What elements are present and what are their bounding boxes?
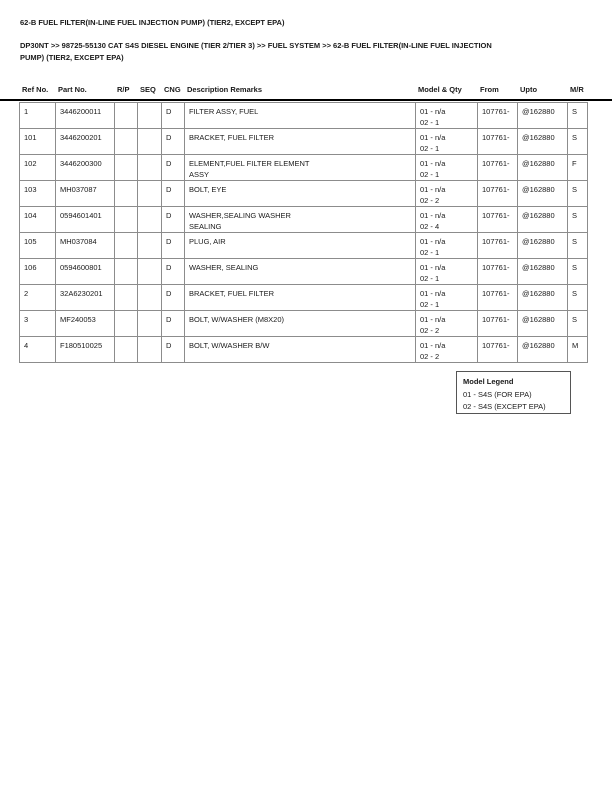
cell-rp bbox=[115, 233, 138, 259]
parts-table-body bbox=[20, 103, 588, 363]
cell-part-no: 0594601401 bbox=[56, 207, 115, 233]
cell-description: FILTER ASSY, FUEL bbox=[185, 103, 416, 129]
cell-from: 107761- bbox=[478, 259, 518, 285]
model-legend-title: Model Legend bbox=[463, 377, 514, 386]
cell-seq bbox=[138, 233, 162, 259]
model-legend-items bbox=[463, 389, 570, 412]
column-header-rp: R/P bbox=[117, 85, 130, 94]
cell-upto: @162880 bbox=[518, 337, 568, 363]
cell-model-qty: 01 - n/a 02 - 2 bbox=[416, 181, 478, 207]
cell-rp bbox=[115, 207, 138, 233]
column-header-part-no: Part No. bbox=[58, 85, 87, 94]
cell-cng: D bbox=[162, 103, 185, 129]
cell-ref-no: 104 bbox=[20, 207, 56, 233]
cell-mr: S bbox=[568, 103, 588, 129]
cell-from: 107761- bbox=[478, 129, 518, 155]
cell-upto: @162880 bbox=[518, 129, 568, 155]
cell-mr: S bbox=[568, 311, 588, 337]
cell-from: 107761- bbox=[478, 155, 518, 181]
cell-seq bbox=[138, 311, 162, 337]
cell-description: BOLT, EYE bbox=[185, 181, 416, 207]
cell-description: WASHER, SEALING bbox=[185, 259, 416, 285]
cell-cng: D bbox=[162, 337, 185, 363]
cell-seq bbox=[138, 285, 162, 311]
cell-model-qty: 01 - n/a 02 - 4 bbox=[416, 207, 478, 233]
breadcrumb-line-1: DP30NT >> 98725-55130 CAT S4S DIESEL ENGINE (TIER 2/TIER 3) >> FUEL SYSTEM >> 62-B FUEL FILTER(IN-LINE FUEL INJECTION bbox=[20, 41, 492, 50]
cell-upto: @162880 bbox=[518, 233, 568, 259]
cell-description: BRACKET, FUEL FILTER bbox=[185, 285, 416, 311]
cell-from: 107761- bbox=[478, 285, 518, 311]
cell-ref-no: 2 bbox=[20, 285, 56, 311]
cell-ref-no: 105 bbox=[20, 233, 56, 259]
cell-from: 107761- bbox=[478, 207, 518, 233]
cell-cng: D bbox=[162, 285, 185, 311]
cell-seq bbox=[138, 207, 162, 233]
cell-rp bbox=[115, 259, 138, 285]
cell-mr: S bbox=[568, 207, 588, 233]
cell-from: 107761- bbox=[478, 233, 518, 259]
cell-upto: @162880 bbox=[518, 311, 568, 337]
table-row bbox=[20, 233, 588, 259]
cell-rp bbox=[115, 285, 138, 311]
cell-mr: S bbox=[568, 285, 588, 311]
model-legend bbox=[456, 371, 571, 414]
column-header-upto: Upto bbox=[520, 85, 538, 94]
table-column-headers bbox=[19, 84, 587, 96]
cell-mr: S bbox=[568, 233, 588, 259]
cell-upto: @162880 bbox=[518, 181, 568, 207]
cell-rp bbox=[115, 129, 138, 155]
cell-description: PLUG, AIR bbox=[185, 233, 416, 259]
cell-part-no: 3446200300 bbox=[56, 155, 115, 181]
cell-cng: D bbox=[162, 181, 185, 207]
cell-upto: @162880 bbox=[518, 207, 568, 233]
cell-cng: D bbox=[162, 129, 185, 155]
legend-item-02: 02 - S4S (EXCEPT EPA) bbox=[463, 401, 546, 411]
cell-mr: S bbox=[568, 181, 588, 207]
cell-seq bbox=[138, 181, 162, 207]
cell-seq bbox=[138, 103, 162, 129]
cell-cng: D bbox=[162, 259, 185, 285]
table-row bbox=[20, 129, 588, 155]
cell-upto: @162880 bbox=[518, 103, 568, 129]
cell-description: ELEMENT,FUEL FILTER ELEMENT ASSY bbox=[185, 155, 416, 181]
breadcrumb bbox=[20, 40, 610, 64]
cell-mr: M bbox=[568, 337, 588, 363]
cell-model-qty: 01 - n/a 02 - 2 bbox=[416, 337, 478, 363]
cell-cng: D bbox=[162, 233, 185, 259]
column-header-cng: CNG bbox=[164, 85, 181, 94]
cell-from: 107761- bbox=[478, 337, 518, 363]
cell-part-no: 0594600801 bbox=[56, 259, 115, 285]
cell-rp bbox=[115, 311, 138, 337]
cell-mr: S bbox=[568, 259, 588, 285]
cell-rp bbox=[115, 337, 138, 363]
cell-rp bbox=[115, 155, 138, 181]
cell-ref-no: 1 bbox=[20, 103, 56, 129]
cell-description: BRACKET, FUEL FILTER bbox=[185, 129, 416, 155]
cell-description: WASHER,SEALING WASHER SEALING bbox=[185, 207, 416, 233]
cell-from: 107761- bbox=[478, 103, 518, 129]
cell-model-qty: 01 - n/a 02 - 1 bbox=[416, 103, 478, 129]
column-header-ref-no: Ref No. bbox=[22, 85, 49, 94]
cell-ref-no: 103 bbox=[20, 181, 56, 207]
cell-part-no: MF240053 bbox=[56, 311, 115, 337]
cell-upto: @162880 bbox=[518, 285, 568, 311]
table-row bbox=[20, 259, 588, 285]
cell-description: BOLT, W/WASHER (M8X20) bbox=[185, 311, 416, 337]
cell-model-qty: 01 - n/a 02 - 1 bbox=[416, 259, 478, 285]
cell-cng: D bbox=[162, 207, 185, 233]
table-row bbox=[20, 207, 588, 233]
column-header-model-qty: Model & Qty bbox=[418, 85, 462, 94]
column-header-seq: SEQ bbox=[140, 85, 156, 94]
column-header-description: Description Remarks bbox=[187, 85, 263, 94]
cell-part-no: F180510025 bbox=[56, 337, 115, 363]
table-row bbox=[20, 103, 588, 129]
column-header-mr: M/R bbox=[570, 85, 584, 94]
cell-seq bbox=[138, 259, 162, 285]
cell-part-no: 32A6230201 bbox=[56, 285, 115, 311]
cell-seq bbox=[138, 129, 162, 155]
table-row bbox=[20, 311, 588, 337]
cell-from: 107761- bbox=[478, 311, 518, 337]
cell-model-qty: 01 - n/a 02 - 1 bbox=[416, 285, 478, 311]
cell-part-no: MH037084 bbox=[56, 233, 115, 259]
cell-upto: @162880 bbox=[518, 155, 568, 181]
cell-model-qty: 01 - n/a 02 - 1 bbox=[416, 233, 478, 259]
cell-ref-no: 3 bbox=[20, 311, 56, 337]
cell-rp bbox=[115, 181, 138, 207]
table-row bbox=[20, 285, 588, 311]
cell-ref-no: 101 bbox=[20, 129, 56, 155]
cell-ref-no: 106 bbox=[20, 259, 56, 285]
cell-mr: S bbox=[568, 129, 588, 155]
header-rule bbox=[0, 99, 612, 101]
cell-mr: F bbox=[568, 155, 588, 181]
cell-description: BOLT, W/WASHER B/W bbox=[185, 337, 416, 363]
cell-ref-no: 102 bbox=[20, 155, 56, 181]
table-row bbox=[20, 155, 588, 181]
cell-ref-no: 4 bbox=[20, 337, 56, 363]
cell-model-qty: 01 - n/a 02 - 1 bbox=[416, 155, 478, 181]
legend-item-01: 01 - S4S (FOR EPA) bbox=[463, 390, 532, 399]
page-title: 62-B FUEL FILTER(IN-LINE FUEL INJECTION PUMP) (TIER2, EXCEPT EPA) bbox=[20, 18, 285, 27]
cell-part-no: 3446200011 bbox=[56, 103, 115, 129]
cell-part-no: MH037087 bbox=[56, 181, 115, 207]
cell-part-no: 3446200201 bbox=[56, 129, 115, 155]
breadcrumb-line-2: PUMP) (TIER2, EXCEPT EPA) bbox=[20, 53, 124, 62]
cell-cng: D bbox=[162, 155, 185, 181]
table-row bbox=[20, 181, 588, 207]
cell-model-qty: 01 - n/a 02 - 1 bbox=[416, 129, 478, 155]
table-row bbox=[20, 337, 588, 363]
cell-seq bbox=[138, 155, 162, 181]
cell-cng: D bbox=[162, 311, 185, 337]
column-header-from: From bbox=[480, 85, 499, 94]
cell-from: 107761- bbox=[478, 181, 518, 207]
cell-rp bbox=[115, 103, 138, 129]
cell-model-qty: 01 - n/a 02 - 2 bbox=[416, 311, 478, 337]
cell-upto: @162880 bbox=[518, 259, 568, 285]
cell-seq bbox=[138, 337, 162, 363]
parts-table bbox=[19, 102, 588, 363]
